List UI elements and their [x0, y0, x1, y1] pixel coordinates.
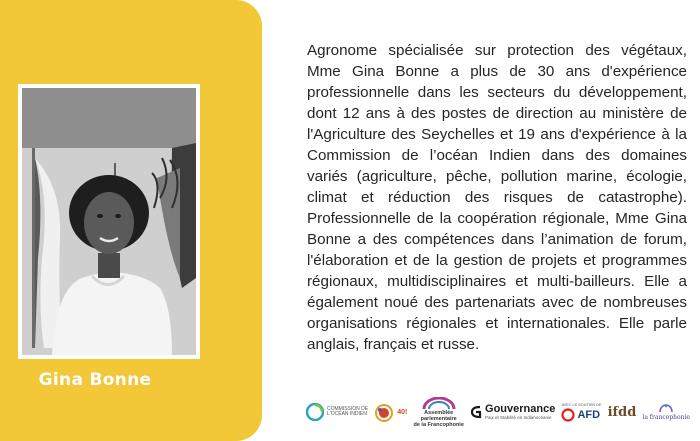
gouvernance-logo: Gouvernance Paix et Stabilité en Indianocéanie: [470, 404, 555, 420]
apf-arc-icon: [422, 397, 456, 409]
partner-logos: [306, 392, 690, 432]
afd-logo: AVEC LE SOUTIEN DE AFD: [561, 402, 602, 421]
photo-frame: [18, 84, 200, 359]
coi-logo: COMMISSION DE L'OCÉAN INDIEN: [306, 403, 368, 421]
person-name: Gina Bonne: [38, 370, 152, 390]
c40-logo: 40!: [374, 401, 407, 423]
francophonie-icon: [658, 403, 674, 413]
apf-logo: Assemblée parlementaire de la Francophonie: [413, 397, 463, 428]
ifdd-logo: ifdd: [607, 404, 637, 420]
gouvernance-icon: [470, 404, 482, 420]
c40-icon: [374, 401, 394, 423]
profile-card: [0, 0, 262, 441]
afd-icon: [561, 408, 575, 422]
portrait-photo: [22, 88, 196, 355]
francophonie-logo: la francophonie: [642, 403, 690, 421]
portrait-illustration: [22, 88, 196, 355]
bio-paragraph: Agronome spécialisée sur protection des végétaux, Mme Gina Bonne a plus de 30 ans d'expérience professionnelle dans les secteurs du développement, dont 12 ans à des postes de direction au ministère de l'Agriculture des Seychelles et 19 ans d'expérience à la Commission de l’océan Indien dans des domaines variés (agriculture, pêche, pollution marine, écologie, climat et réduction des risques de catastrophe). Professionnelle de la coopération régionale, Mme Gina Bonne a des compétences dans l’animation de forum, l'élaboration et de la gestion de projets et programmes régionaux, multidisciplinaires et multi-bailleurs. Elle a également noué des partenariats avec de nombreuses organisations régionales et internationales. Elle parle anglais, français et russe.: [307, 42, 687, 353]
coi-icon: [306, 403, 324, 421]
